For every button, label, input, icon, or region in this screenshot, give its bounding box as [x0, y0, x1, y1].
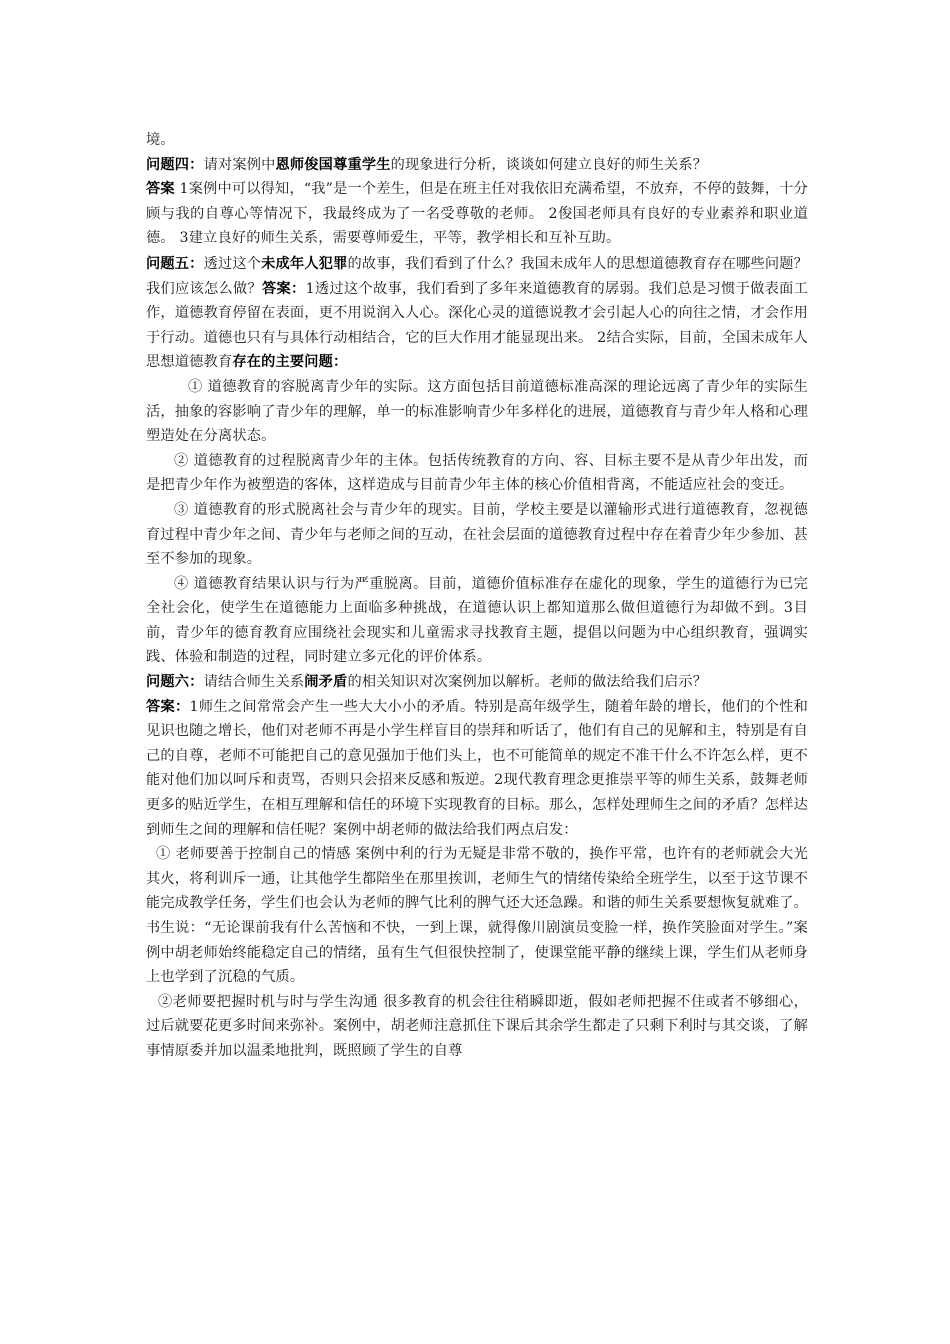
answer-4	[146, 177, 808, 251]
answer-5-point-2: ② 道德教育的过程脱离青少年的主体。包括传统教育的方向、容、目标主要不是从青少年出发，而是把青少年作为被塑造的客体，这样造成与目前青少年主体的核心价值相背离，不能适应社会的变迁。	[146, 452, 808, 494]
question-6	[146, 670, 808, 695]
question-4-emphasis: 恩师俊国尊重学生	[275, 156, 391, 173]
answer-5-point-1: ① 道德教育的容脱离青少年的实际。这方面包括目前道德标准高深的理论远离了青少年的实际生活，抽象的容影响了青少年的理解，单一的标准影响青少年多样化的进展，道德教育与青少年人格和心理塑造处在分离状态。	[146, 378, 808, 445]
question-6-text-a: 请结合师生关系	[203, 674, 305, 691]
question-4-label: 问题四：	[146, 156, 204, 173]
answer-4-text: 1案例中可以得知，“我”是一个差生，但是在班主任对我依旧充满希望，不放弃，不停的鼓舞，十分顾与我的自尊心等情况下，我最终成为了一名受尊敬的老师。 2俊国老师具有良好的专业素养和职业道德。 3建立良好的师生关系，需要尊师爱生，平等，教学相长和互补互助。	[146, 181, 808, 247]
question-4-text-a: 请对案例中	[203, 156, 276, 173]
question-4	[146, 153, 808, 178]
question-6-emphasis: 闹矛盾	[304, 674, 348, 691]
question-4-text-b: 的现象进行分析，谈谈如何建立良好的师生关系？	[390, 156, 708, 173]
answer-5-text-a: 1透过这个故事，我们看到了多年来道德教育的孱弱。我们总是习惯于做表面工作，道德教育停留在表面，更不用说润入人心。深化心灵的道德说教才会引起人心的向往之情，才会作用于行动。道德也只有与具体行动相结合，它的巨大作用才能显现出来。 2结合实际，目前，全国未成年人思想道德教育	[146, 280, 808, 371]
question-5-text-a: 透过这个	[203, 255, 262, 272]
answer-4-label: 答案	[146, 181, 175, 198]
answer-6-text: 1师生之间常常会产生一些大大小小的矛盾。特别是高年级学生，随着年龄的增长，他们的个性和见识也随之增长，他们对老师不再是小学生样盲目的崇拜和听话了，他们有自己的见解和主，特别是有自己的自尊，老师不可能把自己的意见强加于他们头上，也不可能简单的规定不准干什么不许怎么样，更不能对他们加以呵斥和责骂，否则只会招来反感和叛逆。2现代教育理念更推崇平等的师生关系，鼓舞老师更多的贴近学生，在相互理解和信任的环境下实现教育的目标。那么，怎样处理师生之间的矛盾？怎样达到师生之间的理解和信任呢？案例中胡老师的做法给我们两点启发：	[146, 698, 808, 838]
document-page	[146, 128, 808, 1064]
question-5-label: 问题五：	[146, 255, 204, 272]
answer-5-point-3: ③ 道德教育的形式脱离社会与青少年的现实。目前，学校主要是以灌输形式进行道德教育，忽视德育过程中青少年之间、青少年与老师之间的互动，在社会层面的道德教育过程中存在着青少年少参加、甚至不参加的现象。	[146, 501, 808, 568]
intro-tail: 境。	[146, 132, 175, 148]
question-5-text-b: 的故事，我们看到了什么？我国未成年人的思想道德教育存在哪些问题？我们应该怎么做？	[146, 255, 809, 297]
answer-6	[146, 695, 808, 843]
question-5	[146, 252, 808, 375]
question-6-label: 问题六：	[146, 674, 204, 691]
answer-6-label: 答案：	[146, 698, 190, 715]
question-5-emphasis: 未成年人犯罪	[261, 255, 348, 272]
answer-5-emphasis: 存在的主要问题	[232, 354, 334, 371]
question-6-text-b: 的相关知识对次案例加以解析。老师的做法给我们启示？	[347, 674, 708, 691]
answer-5-label: 答案：	[262, 280, 306, 297]
answer-6-point-2: ②老师要把握时机与时与学生沟通 很多教育的机会往往稍瞬即逝，假如老师把握不住或者不够细心，过后就要花更多时间来弥补。案例中，胡老师注意抓住下课后其余学生都走了只剩下利时与其交谈，了解事情原委并加以温柔地批判，既照顾了学生的自尊	[146, 993, 808, 1059]
answer-6-point-1: ① 老师要善于控制自己的情感 案例中利的行为无疑是非常不敬的，换作平常，也许有的老师就会大光其火，将利训斥一通，让其他学生都陪坐在那里挨训，老师生气的情绪传染给全班学生，以至于这节课不能完成教学任务，学生们也会认为老师的脾气比利的脾气还大还急躁。和谐的师生关系要想恢复就难了。书生说：“无论课前我有什么苦恼和不快，一到上课，就得像川剧演员变脸一样，换作笑脸面对学生。”案例中胡老师始终能稳定自己的情绪，虽有生气但很快控制了，使课堂能平静的继续上课，学生们从老师身上也学到了沉稳的气质。	[146, 846, 808, 986]
answer-5-point-4: ④ 道德教育结果认识与行为严重脱离。目前，道德价值标准存在虚化的现象，学生的道德行为已完全社会化，使学生在道德能力上面临多种挑战，在道德认识上都知道那么做但道德行为却做不到。3目前，青少年的德育教育应围绕社会现实和儿童需求寻找教育主题，提倡以问题为中心组织教育，强调实践、体验和制造的过程，同时建立多元化的评价体系。	[146, 575, 808, 666]
answer-5-text-b: ：	[333, 354, 348, 371]
